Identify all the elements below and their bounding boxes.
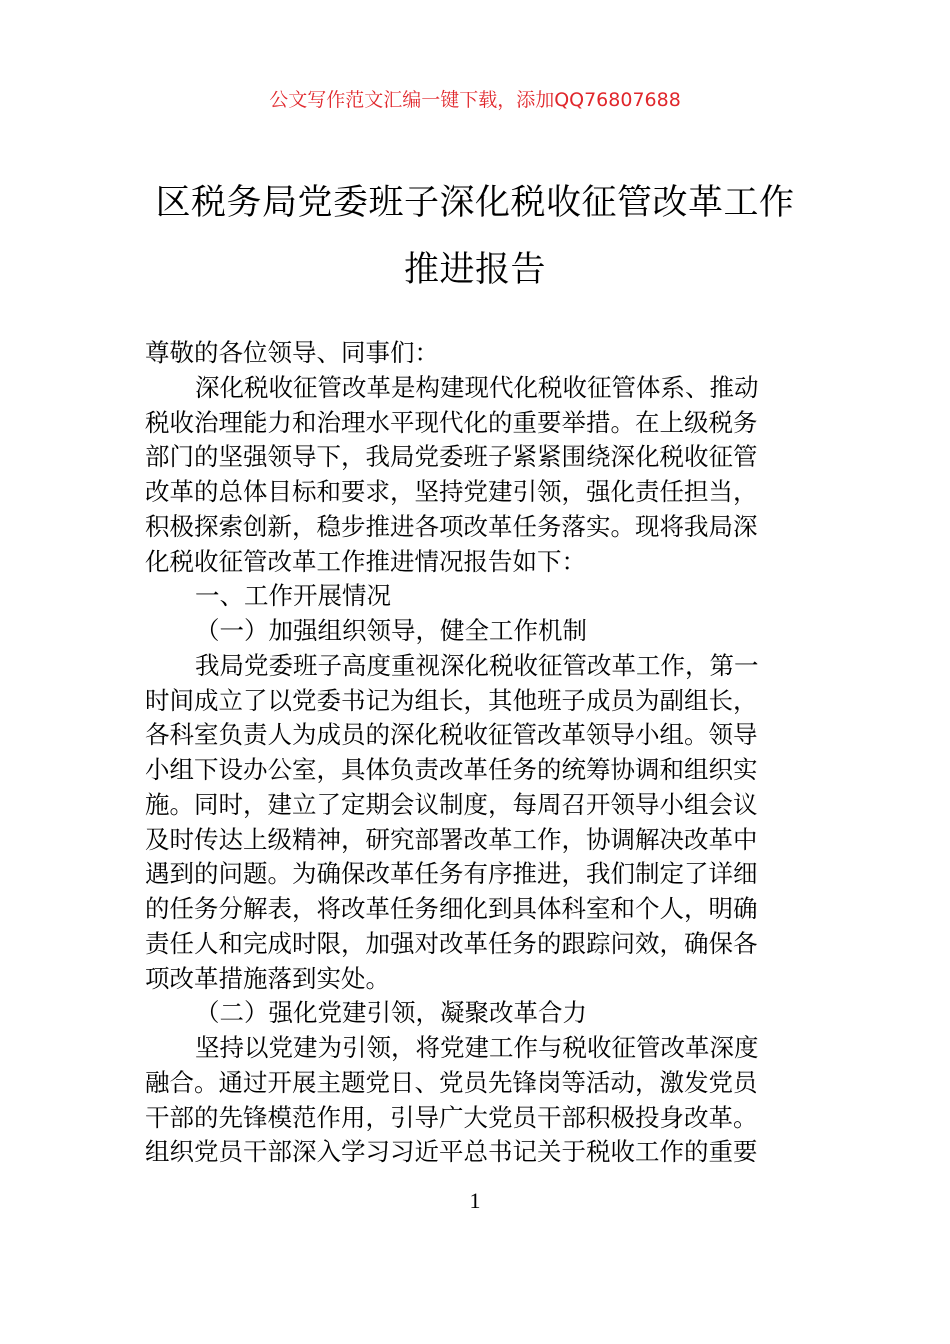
document-title-line-2: 推进报告	[403, 250, 546, 290]
text-line: 一、工作开展情况	[195, 581, 391, 611]
text-line: 干部的先锋模范作用，引导广大党员干部积极投身改革。	[145, 1102, 758, 1132]
text-line: 深化税收征管改革是构建现代化税收征管体系、推动	[195, 372, 759, 402]
document-title-line-1: 区税务局党委班子深化税收征管改革工作	[155, 183, 795, 223]
text-line: 化税收征管改革工作推进情况报告如下：	[145, 546, 586, 576]
text-line: 部门的坚强领导下，我局党委班子紧紧围绕深化税收征管	[145, 442, 758, 472]
text-line: 小组下设办公室，具体负责改革任务的统筹协调和组织实	[145, 755, 758, 784]
paragraph	[145, 614, 815, 649]
text-line: 融合。通过开展主题党日、党员先锋岗等活动，激发党员	[145, 1067, 758, 1097]
text-line: 坚持以党建为引领，将党建工作与税收征管改革深度	[195, 1033, 759, 1062]
paragraph	[145, 371, 815, 580]
text-line: 组织党员干部深入学习习近平总书记关于税收工作的重要	[145, 1137, 758, 1167]
text-line: 项改革措施落到实处。	[145, 963, 390, 993]
text-line: 尊敬的各位领导、同事们：	[145, 338, 439, 367]
text-line: 改革的总体目标和要求，坚持党建引领，强化责任担当，	[145, 477, 758, 506]
text-line: 及时传达上级精神，研究部署改革工作，协调解决改革中	[145, 824, 758, 854]
text-line: 积极探索创新，稳步推进各项改革任务落实。现将我局深	[145, 511, 758, 541]
text-line: 各科室负责人为成员的深化税收征管改革领导小组。领导	[145, 720, 758, 750]
text-line: （二）强化党建引领，凝聚改革合力	[195, 998, 587, 1028]
text-line: 施。同时，建立了定期会议制度，每周召开领导小组会议	[145, 789, 758, 819]
paragraph	[145, 579, 815, 614]
paragraph	[145, 996, 815, 1031]
paragraph	[145, 649, 815, 997]
page-number: 1	[469, 1188, 481, 1213]
text-line: （一）加强组织领导，健全工作机制	[195, 616, 587, 645]
download-watermark: 公文写作范文汇编一键下载，添加QQ76807688	[269, 89, 681, 111]
text-line: 责任人和完成时限，加强对改革任务的跟踪问效，确保各	[145, 928, 758, 958]
document-body	[145, 336, 815, 1170]
paragraph	[145, 1031, 815, 1170]
text-line: 遇到的问题。为确保改革任务有序推进，我们制定了详细	[145, 859, 758, 889]
text-line: 税收治理能力和治理水平现代化的重要举措。在上级税务	[145, 407, 758, 437]
text-line: 的任务分解表，将改革任务细化到具体科室和个人，明确	[145, 894, 758, 923]
text-line: 我局党委班子高度重视深化税收征管改革工作，第一	[195, 650, 759, 680]
paragraph	[145, 336, 815, 371]
text-line: 时间成立了以党委书记为组长，其他班子成员为副组长，	[145, 685, 758, 715]
